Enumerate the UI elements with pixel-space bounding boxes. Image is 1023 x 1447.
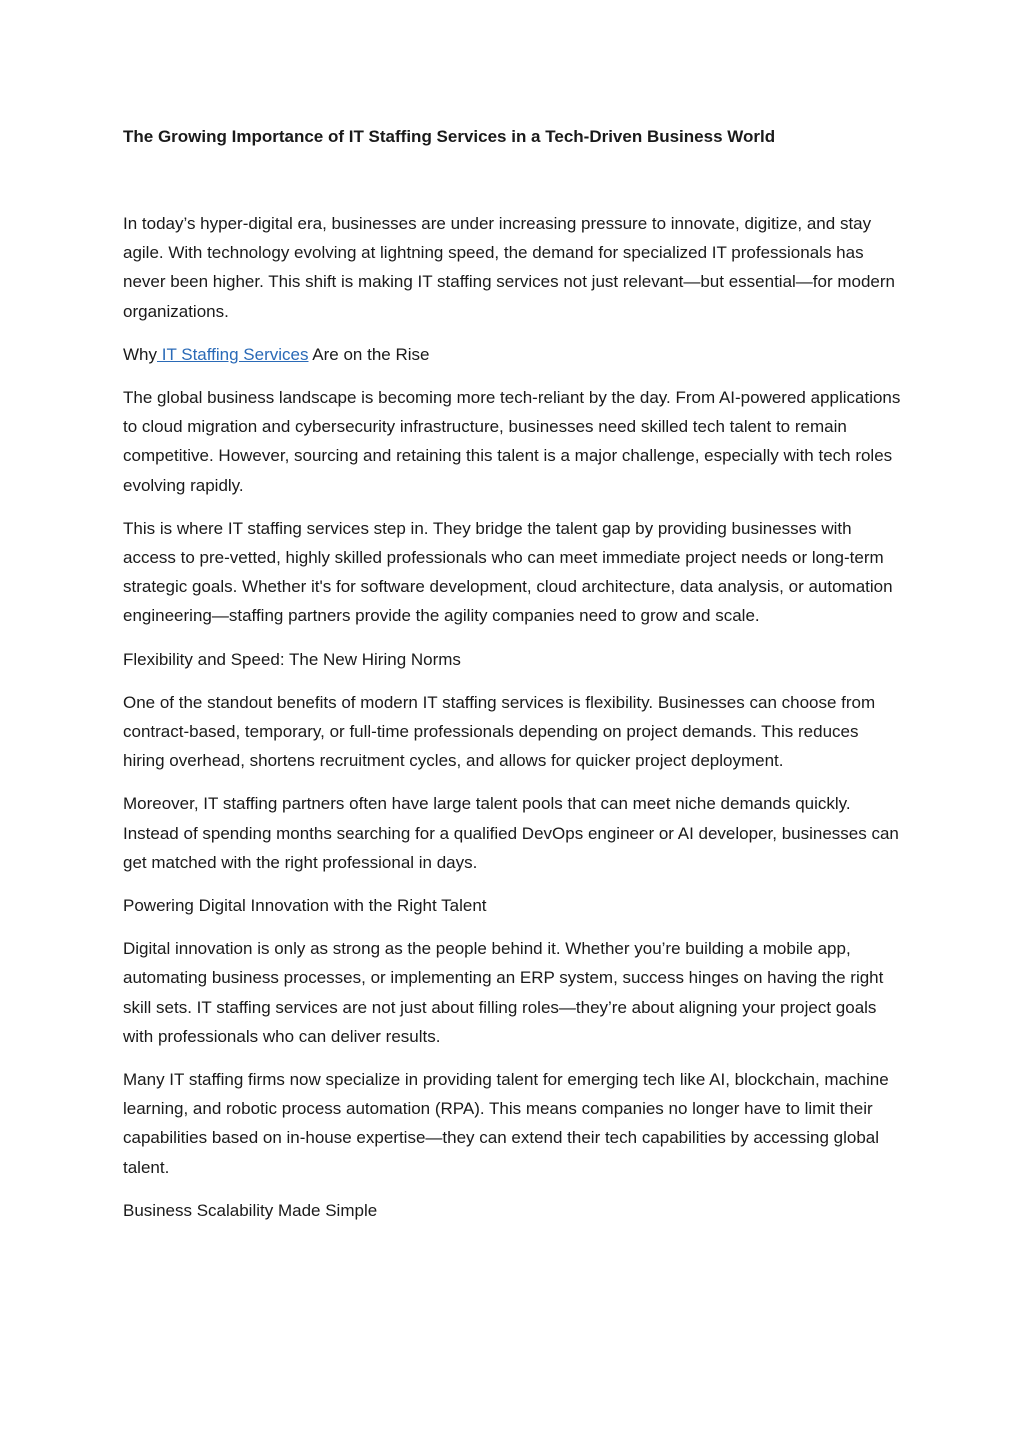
section-heading-innovation: Powering Digital Innovation with the Right Talent [123, 896, 487, 916]
section-heading-why [123, 340, 903, 369]
heading-prefix: Why [123, 344, 157, 364]
section-heading-flexibility: Flexibility and Speed: The New Hiring Norms [123, 649, 461, 669]
intro-paragraph: In today’s hyper-digital era, businesses are under increasing pressure to innovate, digitize, and stay agile. With technology evolving at lightning speed, the demand for specialized IT professionals has never been higher. This shift is making IT staffing services not just relevant—but essential—for modern organizations. [123, 214, 895, 321]
paragraph: This is where IT staffing services step in. They bridge the talent gap by providing businesses with access to pre-vetted, highly skilled professionals who can meet immediate project needs or long-term strategic goals. Whether it's for software development, cloud architecture, data analysis, or automation engineering—staffing partners provide the agility companies need to grow and scale. [123, 518, 893, 626]
paragraph: The global business landscape is becoming more tech-reliant by the day. From AI-powered applications to cloud migration and cybersecurity infrastructure, businesses need skilled tech talent to remain competitive. However, sourcing and retaining this talent is a major challenge, especially with tech roles evolving rapidly. [123, 388, 901, 495]
paragraph: One of the standout benefits of modern IT staffing services is flexibility. Businesses can choose from contract-based, temporary, or full-time professionals depending on project demands. This reduces hiring overhead, shortens recruitment cycles, and allows for quicker project deployment. [123, 692, 876, 771]
heading-suffix: Are on the Rise [308, 344, 430, 364]
document-title: The Growing Importance of IT Staffing Services in a Tech-Driven Business World [123, 127, 776, 146]
paragraph: Digital innovation is only as strong as the people behind it. Whether you’re building a mobile app, automating business processes, or implementing an ERP system, success hinges on having the right skill sets. IT staffing services are not just about filling roles—they’re about aligning your project goals with professionals who can deliver results. [123, 939, 884, 1046]
section-heading-scalability: Business Scalability Made Simple [123, 1200, 378, 1220]
document-body [123, 124, 903, 1239]
paragraph: Many IT staffing firms now specialize in providing talent for emerging tech like AI, blockchain, machine learning, and robotic process automation (RPA). This means companies no longer have to limit their capabilities based on in-house expertise—they can extend their tech capabilities by accessing global talent. [123, 1070, 889, 1177]
paragraph: Moreover, IT staffing partners often have large talent pools that can meet niche demands quickly. Instead of spending months searching for a qualified DevOps engineer or AI developer, businesses can get matched with the right professional in days. [123, 794, 899, 872]
it-staffing-services-link[interactable]: IT Staffing Services [157, 344, 309, 364]
